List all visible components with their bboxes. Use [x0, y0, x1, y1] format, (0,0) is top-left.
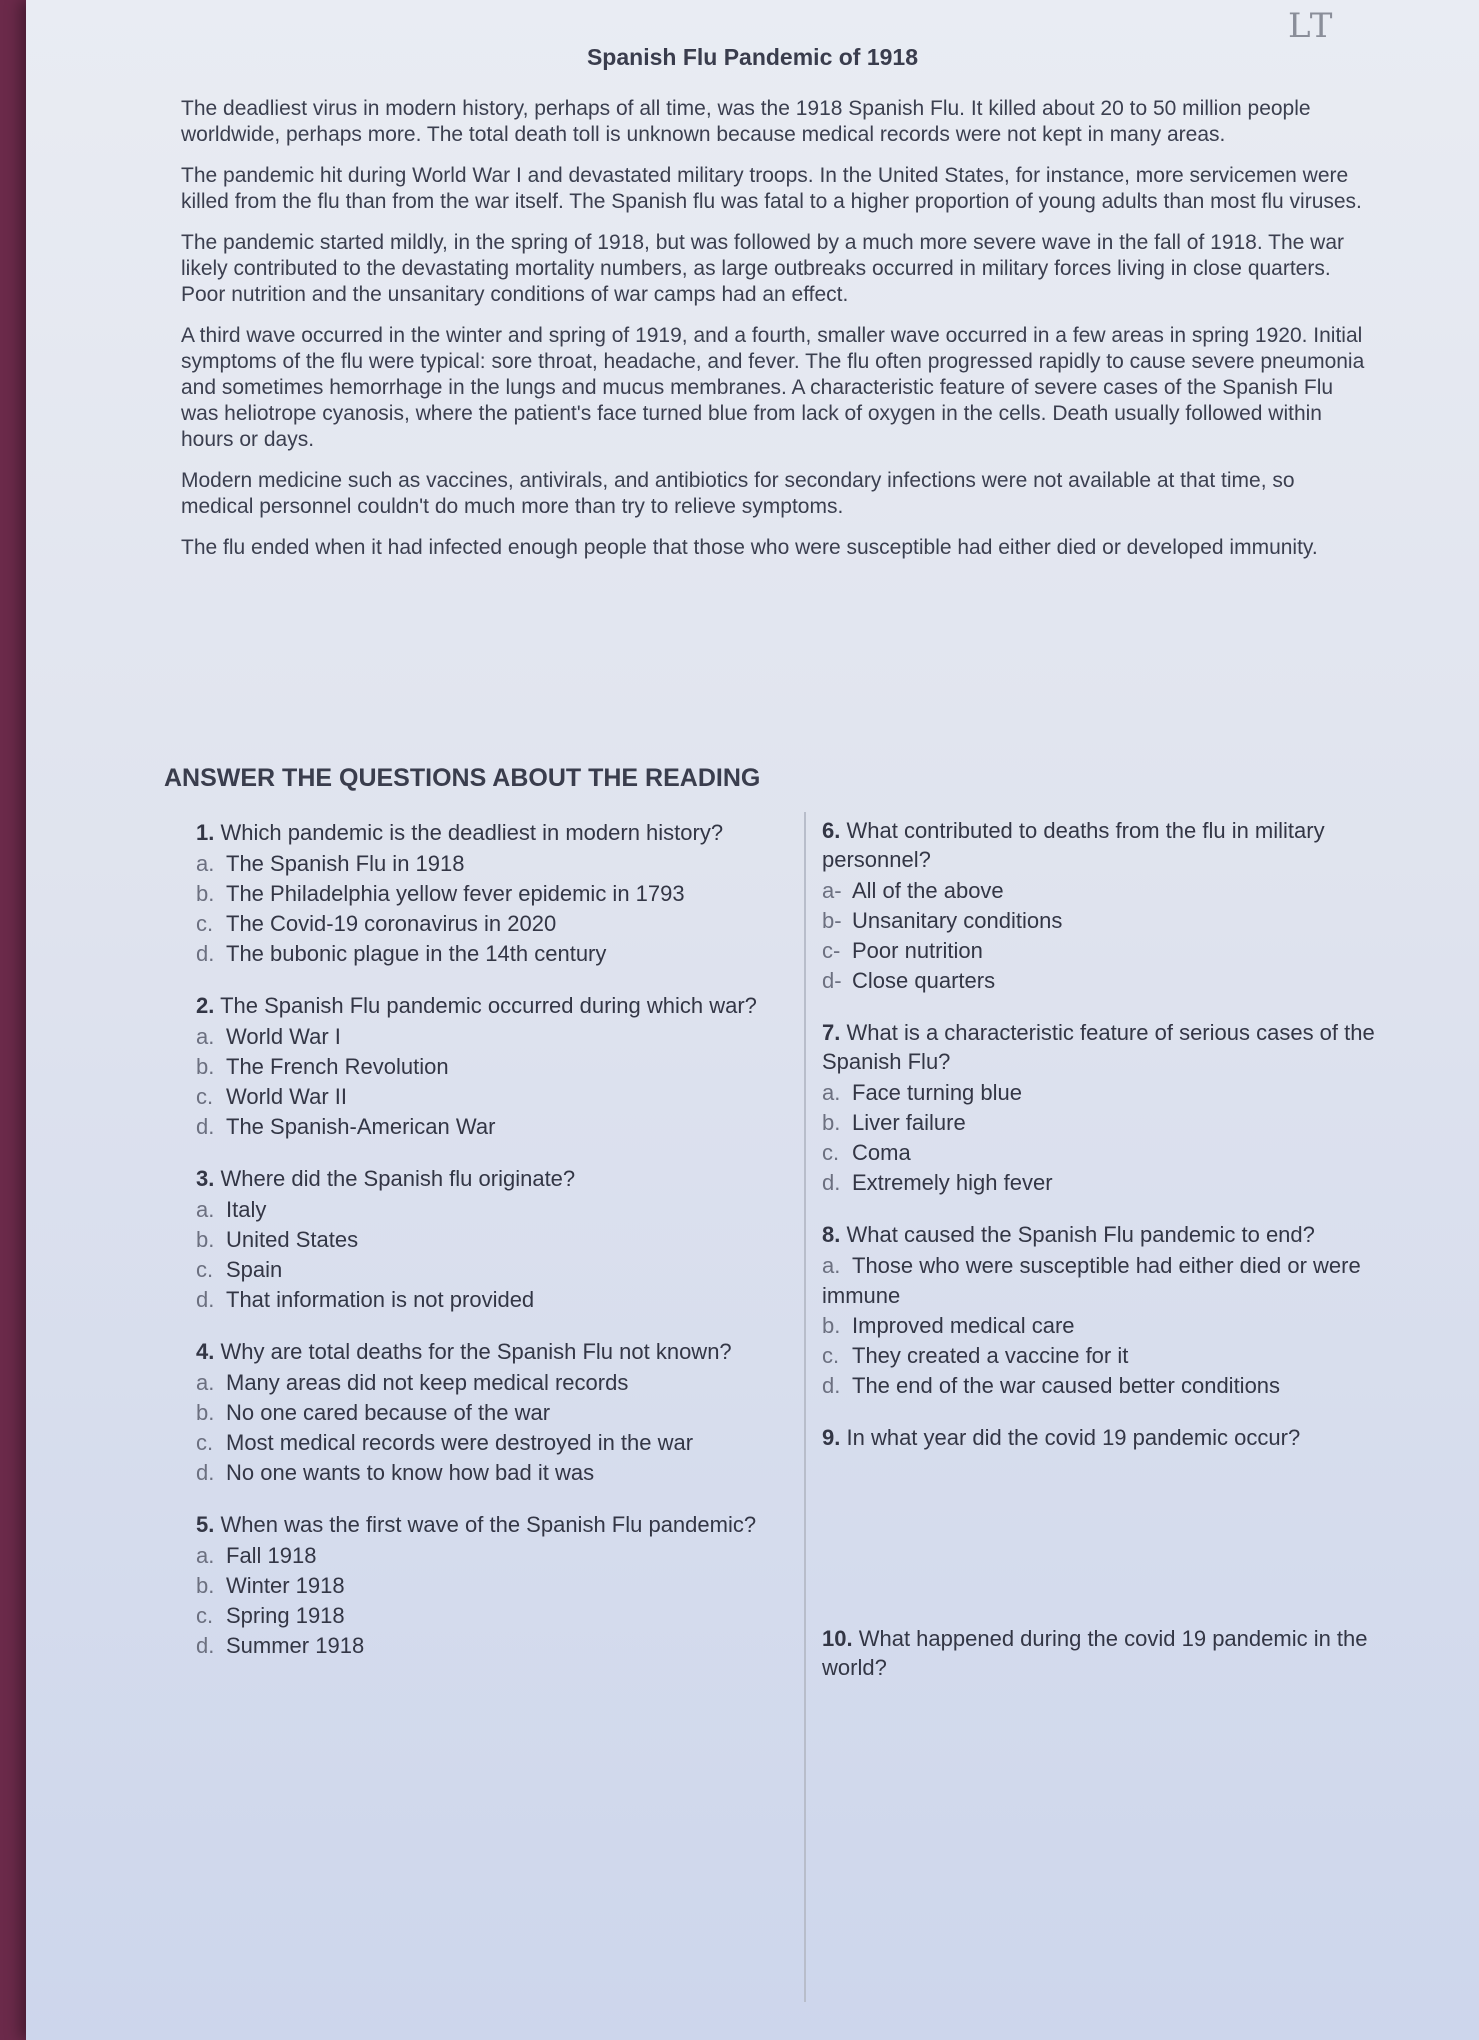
- question-number: 3.: [196, 1166, 215, 1191]
- option-letter: d-: [822, 968, 842, 993]
- answer-option: [196, 849, 796, 879]
- answer-options: [196, 1022, 796, 1142]
- answer-option: [196, 1458, 796, 1488]
- option-text: Coma: [852, 1140, 911, 1165]
- question-number: 9.: [822, 1425, 841, 1450]
- paragraph: The pandemic hit during World War I and devastated military troops. In the United States, for instance, more servicemen were killed from the flu than from the war itself. The Spanish flu was fatal to a higher proportion of young adults than most flu viruses.: [181, 164, 1362, 213]
- question-number: 6.: [822, 818, 841, 843]
- question-text: [822, 1220, 1382, 1249]
- option-letter: a.: [196, 1543, 215, 1568]
- option-text: The bubonic plague in the 14th century: [226, 941, 607, 966]
- question-block: [196, 818, 796, 969]
- answer-option: [196, 879, 796, 909]
- answer-option: [196, 1022, 796, 1052]
- answer-option: [822, 936, 1382, 966]
- answer-option: [196, 1255, 796, 1285]
- answer-options: [196, 1368, 796, 1488]
- answer-option: [196, 1368, 796, 1398]
- question-prompt: Where did the Spanish flu originate?: [220, 1166, 576, 1191]
- answer-option: [196, 939, 796, 969]
- option-text: United States: [226, 1227, 359, 1252]
- answer-option: [822, 1251, 1382, 1311]
- question-prompt: Which pandemic is the deadliest in modern history?: [220, 820, 724, 845]
- question-block: [822, 1423, 1382, 1602]
- answer-option: [196, 1541, 796, 1571]
- option-text: Spain: [226, 1257, 283, 1282]
- option-text: World War I: [226, 1024, 341, 1049]
- answer-option: [196, 1195, 796, 1225]
- question-number: 5.: [196, 1512, 215, 1537]
- option-text: That information is not provided: [226, 1287, 535, 1312]
- answer-option: [196, 1571, 796, 1601]
- option-letter: a.: [822, 1253, 841, 1278]
- question-number: 10.: [822, 1626, 853, 1651]
- question-text: [822, 1423, 1382, 1452]
- option-letter: a-: [822, 878, 842, 903]
- option-letter: c.: [196, 1084, 214, 1109]
- option-letter: a.: [196, 851, 215, 876]
- option-letter: c.: [822, 1343, 840, 1368]
- answer-option: [196, 1398, 796, 1428]
- answer-option: [196, 1112, 796, 1142]
- answer-option: [822, 1311, 1382, 1341]
- option-text: Poor nutrition: [852, 938, 983, 963]
- question-prompt: What is a characteristic feature of serious cases of the Spanish Flu?: [822, 1020, 1375, 1074]
- answer-option: [196, 1428, 796, 1458]
- option-letter: d.: [822, 1170, 841, 1195]
- question-number: 1.: [196, 820, 215, 845]
- left-question-column: [196, 818, 796, 1683]
- answer-option: [196, 909, 796, 939]
- option-letter: c-: [822, 938, 841, 963]
- option-letter: a.: [196, 1370, 215, 1395]
- question-block: [822, 1018, 1382, 1198]
- question-number: 7.: [822, 1020, 841, 1045]
- answer-option: [196, 1285, 796, 1315]
- question-prompt: What happened during the covid 19 pandemic in the world?: [822, 1626, 1368, 1680]
- option-letter: d.: [196, 1460, 215, 1485]
- question-text: [196, 1510, 796, 1539]
- question-text: [196, 991, 796, 1020]
- option-text: The Spanish Flu in 1918: [226, 851, 465, 876]
- option-letter: b.: [822, 1110, 841, 1135]
- handwritten-mark: LT: [1288, 6, 1335, 46]
- question-text: [822, 816, 1382, 874]
- answer-options: [196, 1195, 796, 1315]
- page-title: Spanish Flu Pandemic of 1918: [586, 44, 919, 70]
- question-number: 8.: [822, 1222, 841, 1247]
- option-text: The Spanish-American War: [226, 1114, 496, 1139]
- answer-option: [822, 906, 1382, 936]
- option-letter: b-: [822, 908, 842, 933]
- column-divider: [804, 812, 806, 2002]
- option-text: They created a vaccine for it: [852, 1343, 1129, 1368]
- option-letter: c.: [196, 911, 214, 936]
- paragraph: A third wave occurred in the winter and spring of 1919, and a fourth, smaller wave occurred in a few areas in spring 1920. Initial symptoms of the flu were typical: sore throat, headache, and fever. The flu often progressed rapidly to cause severe pneumonia and sometimes hemorrhage in the lungs and mucus membranes. A characteristic feature of severe cases of the Spanish Flu was heliotrope cyanosis, where the patient's face turned blue from lack of oxygen in the cells. Death usually followed within hours or days.: [181, 324, 1365, 451]
- answer-option: [822, 1108, 1382, 1138]
- option-letter: c.: [196, 1257, 214, 1282]
- option-text: Summer 1918: [226, 1633, 365, 1658]
- right-question-column: [822, 816, 1382, 1764]
- question-block: [822, 1220, 1382, 1401]
- option-text: Close quarters: [852, 968, 996, 993]
- question-prompt: The Spanish Flu pandemic occurred during which war?: [220, 993, 757, 1018]
- option-text: Most medical records were destroyed in the war: [226, 1430, 694, 1455]
- question-block: [196, 1337, 796, 1488]
- option-text: No one wants to know how bad it was: [226, 1460, 595, 1485]
- option-text: Many areas did not keep medical records: [226, 1370, 629, 1395]
- answer-options: [822, 1078, 1382, 1198]
- option-letter: b.: [196, 1054, 215, 1079]
- option-text: The French Revolution: [226, 1054, 449, 1079]
- answer-options: [196, 849, 796, 969]
- option-letter: c.: [822, 1140, 840, 1165]
- question-prompt: What contributed to deaths from the flu in military personnel?: [822, 818, 1325, 872]
- answer-option: [822, 1138, 1382, 1168]
- worksheet-page: [26, 0, 1479, 2040]
- question-block: [196, 1510, 796, 1661]
- answer-option: [196, 1225, 796, 1255]
- paragraph: The flu ended when it had infected enough people that those who were susceptible had either died or developed immunity.: [181, 536, 1318, 559]
- option-letter: c.: [196, 1603, 214, 1628]
- question-block: [196, 991, 796, 1142]
- option-letter: d.: [822, 1373, 841, 1398]
- answer-option: [822, 1078, 1382, 1108]
- question-prompt: What caused the Spanish Flu pandemic to end?: [846, 1222, 1315, 1247]
- option-text: Extremely high fever: [852, 1170, 1053, 1195]
- option-letter: b.: [822, 1313, 841, 1338]
- question-text: [822, 1624, 1382, 1682]
- answer-option: [822, 1341, 1382, 1371]
- answer-space: [822, 1452, 1382, 1602]
- questions-heading: ANSWER THE QUESTIONS ABOUT THE READING: [164, 764, 761, 792]
- question-block: [822, 816, 1382, 996]
- answer-options: [822, 876, 1382, 996]
- answer-options: [196, 1541, 796, 1661]
- paragraph: Modern medicine such as vaccines, antivirals, and antibiotics for secondary infections were not available at that time, so medical personnel couldn't do much more than try to relieve symptoms.: [181, 469, 1295, 518]
- option-letter: b.: [196, 1573, 215, 1598]
- answer-option: [822, 966, 1382, 996]
- option-text: The end of the war caused better conditions: [852, 1373, 1281, 1398]
- question-text: [822, 1018, 1382, 1076]
- reading-passage: [181, 96, 1366, 576]
- option-text: Winter 1918: [226, 1573, 345, 1598]
- option-letter: d.: [196, 941, 215, 966]
- answer-option: [822, 876, 1382, 906]
- option-text: Spring 1918: [226, 1603, 345, 1628]
- answer-option: [196, 1052, 796, 1082]
- option-text: The Philadelphia yellow fever epidemic in 1793: [226, 881, 685, 906]
- answer-space: [822, 1682, 1382, 1742]
- paragraph: The deadliest virus in modern history, perhaps of all time, was the 1918 Spanish Flu. It killed about 20 to 50 million people worldwide, perhaps more. The total death toll is unknown because medical records were not kept in many areas.: [181, 97, 1311, 146]
- option-text: Liver failure: [852, 1110, 966, 1135]
- option-text: No one cared because of the war: [226, 1400, 551, 1425]
- option-text: The Covid-19 coronavirus in 2020: [226, 911, 557, 936]
- question-number: 2.: [196, 993, 215, 1018]
- option-letter: b.: [196, 1400, 215, 1425]
- question-prompt: In what year did the covid 19 pandemic occur?: [846, 1425, 1301, 1450]
- option-letter: a.: [196, 1024, 215, 1049]
- question-prompt: Why are total deaths for the Spanish Flu not known?: [220, 1339, 732, 1364]
- option-text: Face turning blue: [852, 1080, 1022, 1105]
- option-letter: d.: [196, 1114, 215, 1139]
- option-text: Those who were susceptible had either died or were immune: [822, 1253, 1361, 1308]
- option-text: World War II: [226, 1084, 348, 1109]
- question-text: [196, 1164, 796, 1193]
- option-letter: b.: [196, 1227, 215, 1252]
- answer-options: [822, 1251, 1382, 1401]
- option-letter: a.: [822, 1080, 841, 1105]
- option-text: All of the above: [852, 878, 1004, 903]
- option-letter: d.: [196, 1633, 215, 1658]
- option-letter: b.: [196, 881, 215, 906]
- question-text: [196, 1337, 796, 1366]
- option-letter: a.: [196, 1197, 215, 1222]
- option-text: Unsanitary conditions: [852, 908, 1063, 933]
- question-text: [196, 818, 796, 847]
- question-number: 4.: [196, 1339, 215, 1364]
- answer-option: [196, 1601, 796, 1631]
- option-letter: c.: [196, 1430, 214, 1455]
- option-text: Fall 1918: [226, 1543, 317, 1568]
- question-block: [196, 1164, 796, 1315]
- option-text: Italy: [226, 1197, 267, 1222]
- question-block: [822, 1624, 1382, 1742]
- option-letter: d.: [196, 1287, 215, 1312]
- option-text: Improved medical care: [852, 1313, 1075, 1338]
- answer-option: [822, 1168, 1382, 1198]
- answer-option: [196, 1082, 796, 1112]
- question-prompt: When was the first wave of the Spanish Flu pandemic?: [220, 1512, 757, 1537]
- paragraph: The pandemic started mildly, in the spring of 1918, but was followed by a much more severe wave in the fall of 1918. The war likely contributed to the devastating mortality numbers, as large outbreaks occurred in military forces living in close quarters. Poor nutrition and the unsanitary conditions of war camps had an effect.: [181, 231, 1344, 306]
- answer-option: [822, 1371, 1382, 1401]
- answer-option: [196, 1631, 796, 1661]
